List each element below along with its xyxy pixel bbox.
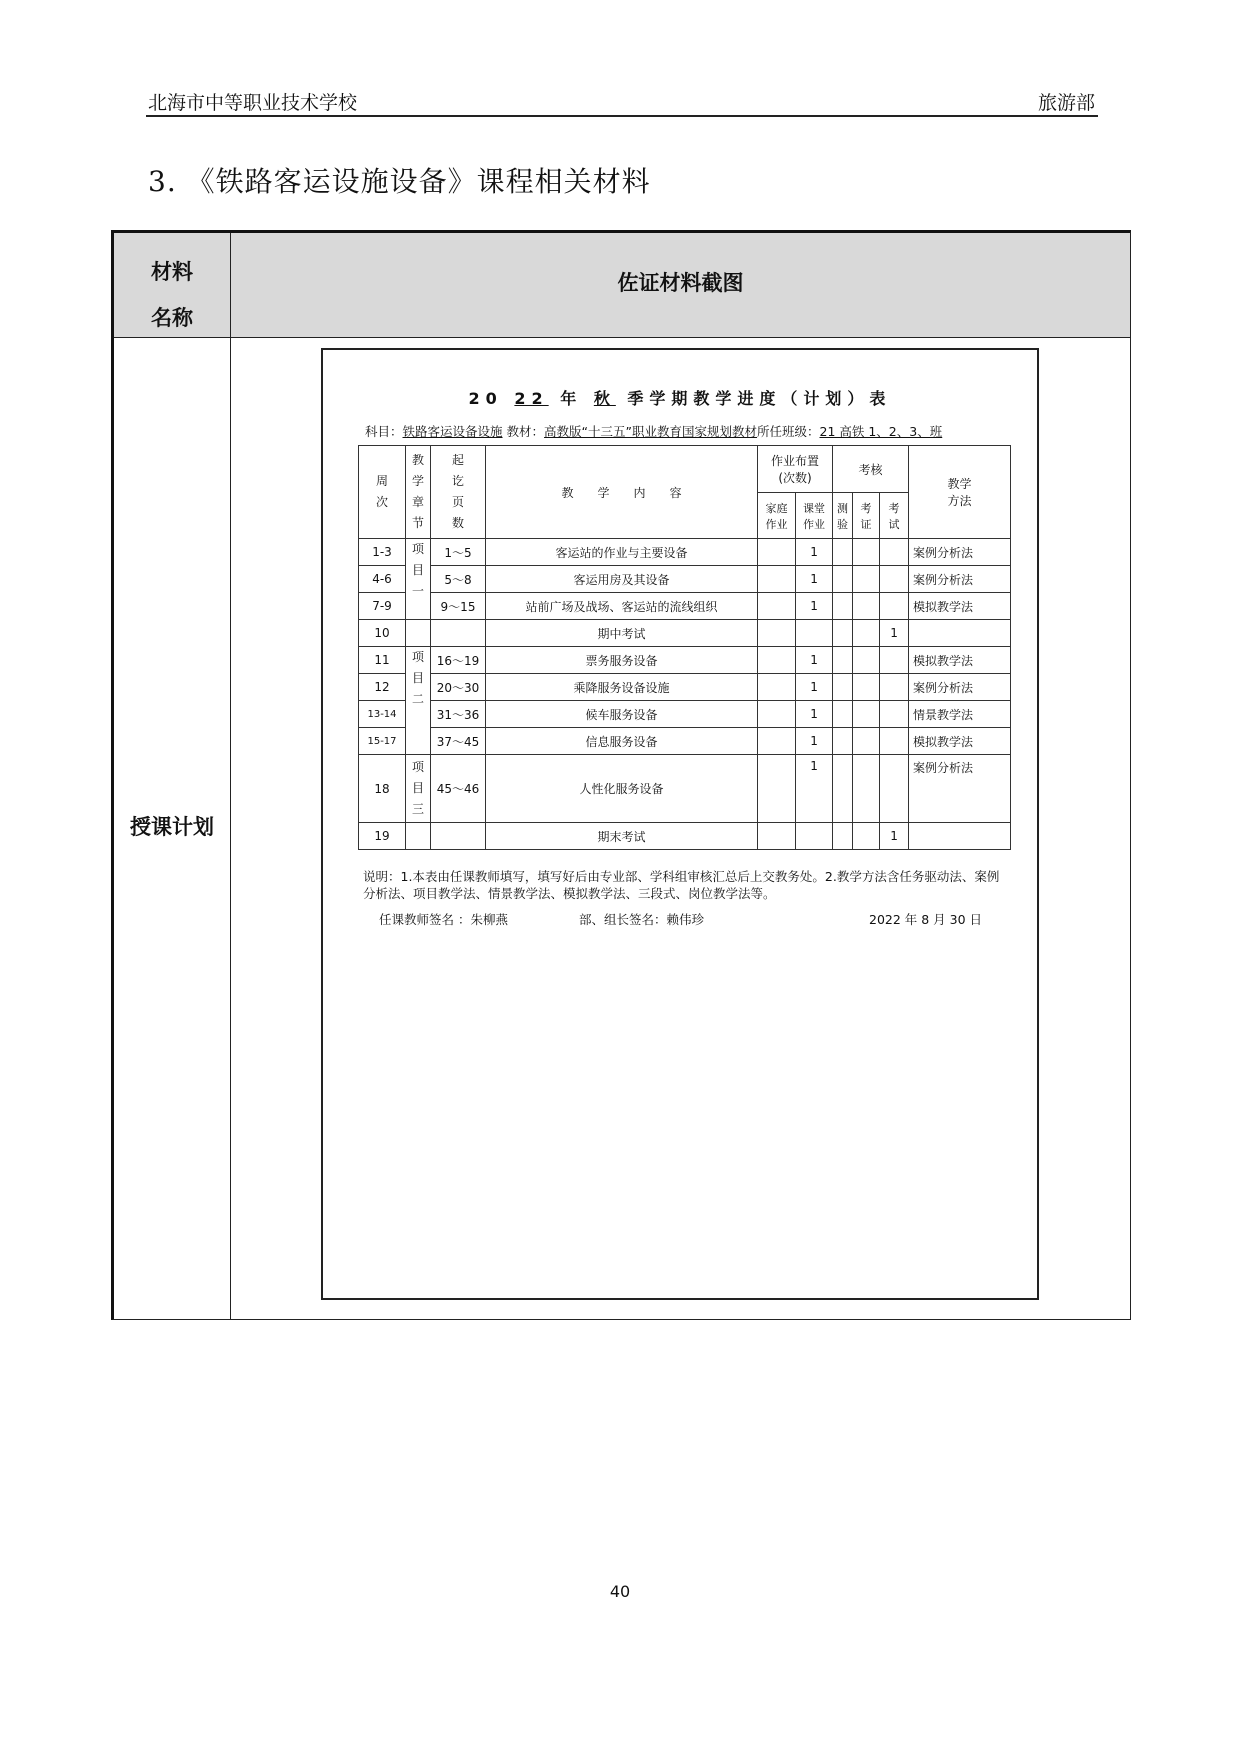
cell-content: 站前广场及战场、客运站的流线组织 [486,593,758,620]
cell-exam [880,566,909,593]
cell-quiz [833,728,853,755]
page-number: 40 [609,1582,631,1601]
textbook-value: 高教版“十三五”职业教育国家规划教材 [544,424,757,439]
cell-cert [853,674,880,701]
cell-week: 7-9 [359,593,406,620]
header-assess: 考核 [833,446,909,493]
header-method-text: 教学 方法 [947,477,972,508]
header-rule [146,115,1098,117]
plan-title-season: 秋 [593,389,616,408]
cell-cert [853,823,880,850]
cell-chapter-3 [406,755,431,823]
table-row [359,539,1011,566]
cell-method: 模拟教学法 [909,593,1011,620]
cell-class-hw [796,823,833,850]
cell-content: 票务服务设备 [486,647,758,674]
cell-quiz [833,823,853,850]
cell-home-hw [758,728,796,755]
cell-class-hw: 1 [796,701,833,728]
chapter-1-text: 项 目 一 [411,542,424,598]
cell-pages: 9～15 [431,593,486,620]
cell-chapter-2 [406,647,431,755]
table-row [359,755,1011,823]
cell-class-hw: 1 [796,755,833,823]
cell-exam: 1 [880,823,909,850]
header-chapter [406,446,431,539]
cell-cert [853,647,880,674]
header-class-hw [796,493,833,539]
material-name-header-text: 材料 名称 [151,260,193,330]
cell-exam [880,539,909,566]
cell-week: 4-6 [359,566,406,593]
cell-content: 乘降服务设备设施 [486,674,758,701]
table-row [359,647,1011,674]
cell-method: 案例分析法 [909,755,1011,823]
cell-quiz [833,755,853,823]
header-class-hw-text: 课堂 作业 [803,501,825,531]
leader-signature: 部、组长签名：赖伟珍 [579,912,705,927]
header-quiz [833,493,853,539]
header-week [359,446,406,539]
cell-quiz [833,539,853,566]
header-chapter-text: 教 学 章 节 [411,453,424,530]
cell-quiz [833,593,853,620]
cell-class-hw: 1 [796,674,833,701]
header-method [909,446,1011,539]
cell-class-hw [796,620,833,647]
cell-method: 案例分析法 [909,566,1011,593]
cell-home-hw [758,539,796,566]
cell-week: 1-3 [359,539,406,566]
cell-quiz [833,674,853,701]
cell-exam [880,674,909,701]
evidence-screenshot [321,348,1039,1300]
cell-pages: 20～30 [431,674,486,701]
subject-value: 铁路客运设备设施 [402,424,503,439]
plan-title-year-prefix: 20 [468,389,503,408]
plan-title-rest: 季学期教学进度（计划）表 [627,389,892,408]
table-column-divider [230,233,231,1319]
cell-pages: 37～45 [431,728,486,755]
cell-class-hw: 1 [796,593,833,620]
cell-cert [853,701,880,728]
cell-content: 人性化服务设备 [486,755,758,823]
cell-class-hw: 1 [796,566,833,593]
header-pages [431,446,486,539]
cell-cert [853,620,880,647]
header-pages-text: 起 讫 页 数 [451,453,464,530]
cell-exam [880,755,909,823]
header-home-hw-text: 家庭 作业 [765,501,788,531]
cell-home-hw [758,674,796,701]
cell-home-hw [758,593,796,620]
cell-exam [880,728,909,755]
cell-chapter-empty [406,620,431,647]
cell-home-hw [758,620,796,647]
cell-cert [853,566,880,593]
header-cert [853,493,880,539]
header-cert-text: 考 证 [860,501,872,531]
cell-content: 期中考试 [486,620,758,647]
chapter-2-text: 项 目 二 [411,650,424,706]
subject-label: 科目： [365,424,403,439]
cell-home-hw [758,701,796,728]
header-home-hw [758,493,796,539]
cell-pages: 45～46 [431,755,486,823]
cell-method: 情景教学法 [909,701,1011,728]
class-label: 所任班级： [756,424,820,439]
cell-home-hw [758,647,796,674]
header-exam-text: 考 试 [888,501,900,531]
cell-pages [431,823,486,850]
sign-date: 2022 年 8 月 30 日 [869,912,983,927]
cell-cert [853,755,880,823]
cell-class-hw: 1 [796,647,833,674]
cell-cert [853,728,880,755]
department-name: 旅游部 [1038,92,1096,114]
table-row [359,593,1011,620]
cell-exam: 1 [880,620,909,647]
cell-content: 客运用房及其设备 [486,566,758,593]
cell-quiz [833,647,853,674]
cell-method: 模拟教学法 [909,647,1011,674]
cell-home-hw [758,566,796,593]
cell-pages [431,620,486,647]
chapter-3-text: 项 目 三 [411,760,424,816]
header-content: 教 学 内 容 [486,446,758,539]
cell-method: 案例分析法 [909,539,1011,566]
cell-week: 18 [359,755,406,823]
school-name: 北海市中等职业技术学校 [148,92,358,114]
table-row [359,728,1011,755]
table-row [359,674,1011,701]
plan-table [358,445,1011,850]
table-row [359,701,1011,728]
cell-content: 候车服务设备 [486,701,758,728]
plan-subject-line [365,422,942,440]
table-row [359,620,1011,647]
evidence-screenshot-header: 佐证材料截图 [617,271,744,295]
cell-exam [880,701,909,728]
plan-title-year-suffix: 22 [514,389,549,408]
plan-title [323,386,1037,409]
table-row [359,823,1011,850]
section-title: 3. 《铁路客运设施设备》课程相关材料 [148,165,651,198]
cell-week: 11 [359,647,406,674]
cell-cert [853,593,880,620]
cell-pages: 1～5 [431,539,486,566]
cell-class-hw: 1 [796,728,833,755]
cell-class-hw: 1 [796,539,833,566]
plan-note: 说明：1.本表由任课教师填写，填写好后由专业部、学科组审核汇总后上交教务处。2.教学方法含任务驱动法、案例分析法、项目教学法、情景教学法、模拟教学法、三段式、岗位教学法等。 [363,869,1000,901]
cell-pages: 16～19 [431,647,486,674]
cell-content: 期末考试 [486,823,758,850]
table-row [359,566,1011,593]
cell-week: 15-17 [359,728,406,755]
cell-quiz [833,701,853,728]
row-label-teaching-plan: 授课计划 [130,815,214,839]
cell-chapter-1 [406,539,431,620]
cell-method [909,823,1011,850]
cell-method: 案例分析法 [909,674,1011,701]
cell-quiz [833,620,853,647]
header-exam [880,493,909,539]
cell-pages: 31～36 [431,701,486,728]
cell-pages: 5～8 [431,566,486,593]
cell-week: 13-14 [359,701,406,728]
cell-week: 10 [359,620,406,647]
header-week-text: 周 次 [375,474,388,509]
cell-week: 12 [359,674,406,701]
cell-week: 19 [359,823,406,850]
cell-method: 模拟教学法 [909,728,1011,755]
header-homework [758,446,833,493]
cell-content: 信息服务设备 [486,728,758,755]
cell-cert [853,539,880,566]
cell-chapter-empty [406,823,431,850]
header-quiz-text: 测 验 [837,501,849,531]
teacher-signature: 任课教师签名 ：朱柳燕 [379,912,508,927]
cell-home-hw [758,755,796,823]
cell-home-hw [758,823,796,850]
header-homework-text: 作业布置 (次数) [771,454,820,485]
cell-exam [880,647,909,674]
material-name-header [114,249,230,341]
textbook-label: 教材： [506,424,545,439]
cell-quiz [833,566,853,593]
cell-exam [880,593,909,620]
cell-content: 客运站的作业与主要设备 [486,539,758,566]
class-value: 21 高铁 1、2、3、班 [819,424,943,439]
cell-method [909,620,1011,647]
plan-title-year-word: 年 [560,389,583,408]
